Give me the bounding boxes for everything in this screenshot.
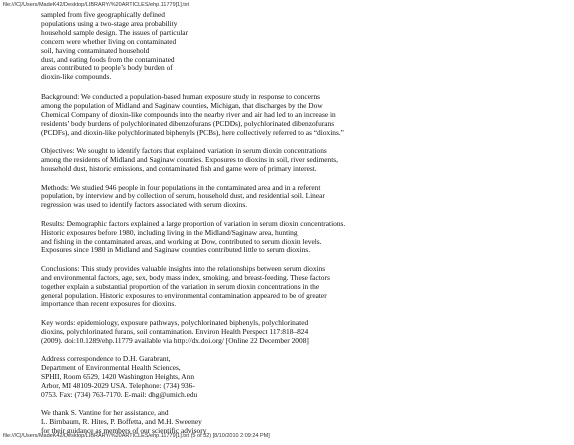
correspondence-paragraph bbox=[41, 355, 571, 400]
text-line: dust, and eating foods from the contaminated bbox=[41, 54, 175, 64]
document-body bbox=[41, 11, 571, 445]
methods-paragraph bbox=[41, 184, 571, 211]
text-line: general population. Historic exposures to environmental contamination appeared to be of greater bbox=[41, 290, 327, 300]
text-line: population, by interview and by collection of serum, household dust, and residential soil. Linear bbox=[41, 191, 325, 201]
text-line: importance than recent exposures for dioxins. bbox=[41, 299, 177, 309]
text-line: Chemical Company of dioxin-like compounds into the nearby river and air had led to an increase in bbox=[41, 110, 336, 120]
text-line: populations using a two-stage area probability bbox=[41, 18, 178, 28]
text-line: soil, having contaminated household bbox=[41, 45, 150, 55]
objectives-paragraph bbox=[41, 147, 571, 174]
text-line: L. Birnbaum, R. Hites, P. Boffetta, and M.H. Sweeney bbox=[41, 417, 202, 427]
text-line: among the population of Midland and Saginaw counties, Michigan, that discharges by the Dow bbox=[41, 101, 323, 111]
text-line: residents’ body burdens of polychlorinated dibenzofurans (PCDDs), polychlorinated dibenzofurans bbox=[41, 118, 335, 128]
text-line: Objectives: We sought to identify factors that explained variation in serum dioxin concentrations bbox=[41, 146, 327, 156]
text-line: (PCDFs), and dioxin-like polychlorinated biphenyls (PCBs), here collectively referred to as “dioxins.” bbox=[41, 127, 344, 137]
keywords-paragraph bbox=[41, 319, 571, 346]
background-paragraph bbox=[41, 93, 571, 138]
text-line: Arbor, MI 48109-2029 USA. Telephone: (734) 936- bbox=[41, 380, 195, 390]
text-line: Methods: We studied 946 people in four populations in the contaminated area and in a referent bbox=[41, 182, 321, 192]
text-line: among the residents of Midland and Saginaw counties. Exposures to dioxins in soil, river sediments, bbox=[41, 155, 339, 165]
text-line: for their guidance as members of our scientific advisory bbox=[41, 425, 207, 435]
text-line: (2009). doi:10.1289/ehp.11779 available via http://dx.doi.org/ [Online 22 December 2008] bbox=[41, 335, 309, 345]
text-line: Results: Demographic factors explained a large proportion of variation in serum dioxin concentrations. bbox=[41, 218, 346, 228]
results-paragraph bbox=[41, 220, 571, 256]
text-line: We thank S. Vantine for her assistance, and bbox=[41, 408, 169, 418]
acknowledgments-paragraph bbox=[41, 409, 571, 436]
text-line: Conclusions: This study provides valuable insights into the relationships between serum dioxins bbox=[41, 263, 326, 273]
text-line: Key words: epidemiology, exposure pathways, polychlorinated biphenyls, polychlorinated bbox=[41, 317, 309, 327]
text-line: Exposures since 1980 in Midland and Saginaw counties contributed little to serum dioxins. bbox=[41, 245, 311, 255]
text-line: Department of Environmental Health Sciences, bbox=[41, 363, 181, 372]
text-line: and environmental factors, age, sex, body mass index, smoking, and breast-feeding. These factors bbox=[41, 272, 330, 282]
text-line: Historic exposures before 1980, including living in the Midland/Saginaw area, hunting bbox=[41, 227, 298, 237]
text-line: regression was used to identify factors associated with serum dioxins. bbox=[41, 200, 248, 210]
conclusions-paragraph bbox=[41, 265, 571, 310]
text-line: sampled from five geographically defined bbox=[41, 10, 165, 19]
header-file-url: file:///C|/Users/MadeK42/Desktop/LIBRARY/%20ARTICLES/ehp.11779[1].txt bbox=[3, 2, 190, 8]
intro-paragraph bbox=[41, 11, 571, 82]
text-line: household sample design. The issues of particular bbox=[41, 27, 189, 37]
text-line: together explain a substantial proportion of the variation in serum dioxin concentrations in the bbox=[41, 281, 320, 291]
text-line: household dust, historic emissions, and contaminated fish and game were of primary interest. bbox=[41, 164, 317, 174]
text-line: dioxin-like compounds. bbox=[41, 72, 112, 82]
footer-file-url: file:///C|/Users/MadeK42/Desktop/LIBRARY/%20ARTICLES/ehp.11779[1].txt (5 of 32) [8/10/2010 2:09:24 PM] bbox=[3, 433, 270, 439]
text-line: Address correspondence to D.H. Garabrant, bbox=[41, 354, 171, 364]
text-line: dioxins, polychlorinated furans, soil contamination. Environ Health Perspect 117:818–824 bbox=[41, 326, 309, 336]
text-line: SPHII, Room 6529, 1420 Washington Heights, Ann bbox=[41, 371, 195, 381]
text-line: Background: We conducted a population-based human exposure study in response to concerns bbox=[41, 92, 321, 102]
text-line: 0753. Fax: (734) 763-7170. E-mail: dhg@umich.edu bbox=[41, 389, 198, 399]
text-line: areas contributed to people’s body burden of bbox=[41, 63, 173, 73]
text-line: concern were whether living on contaminated bbox=[41, 36, 177, 46]
text-line: and fishing in the contaminated areas, and working at Dow, contributed to serum dioxin levels. bbox=[41, 236, 322, 246]
